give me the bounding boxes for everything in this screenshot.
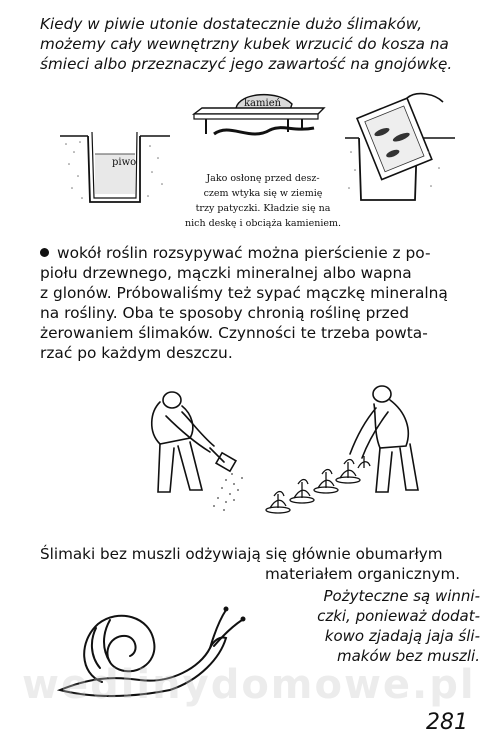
text-line-content: wokół roślin rozsypywać można pierścienie z po- — [57, 244, 431, 262]
text-line: możemy cały wewnętrzny kubek wrzucić do kosza na — [40, 35, 449, 53]
caption-line: nich deskę i obciąża kamieniem. — [184, 218, 342, 229]
text-line: żerowaniem ślimaków. Czynności te trzeba powta- — [40, 324, 428, 342]
caption-line: czem wtyka się w ziemię — [203, 188, 323, 199]
text-line: czki, ponieważ dodat- — [317, 607, 480, 625]
lifted-cup-illustration — [345, 92, 455, 207]
text-line: materiałem organicznym. — [265, 565, 461, 583]
caption-line: Jako osłonę przed desz- — [206, 173, 320, 184]
board-stone-illustration — [190, 86, 330, 146]
text-line: z glonów. Próbowaliśmy też sypać mączkę mineralną — [40, 284, 448, 302]
text-line: na rośliny. Oba te sposoby chronią roślinę przed — [40, 304, 409, 322]
stone-label: kamień — [244, 98, 282, 109]
watermark: wedlinydomowe.pl — [22, 662, 476, 708]
text-line: kowo zjadają jaja śli- — [324, 627, 480, 645]
beer-label: piwo — [112, 157, 137, 168]
paragraph-snail-intro — [40, 544, 480, 584]
paragraph-bullet — [40, 243, 480, 363]
text-line: rzać po każdym deszczu. — [40, 344, 233, 362]
figure-caption — [168, 171, 358, 231]
text-line: Kiedy w piwie utonie dostatecznie dużo ślimaków, — [40, 15, 423, 33]
gardeners-illustration — [130, 382, 420, 527]
caption-line: trzy patyczki. Kładzie się na — [195, 203, 331, 214]
text-line: maków bez muszli. — [336, 647, 480, 665]
text-line: śmieci albo przeznaczyć jego zawartość na gnojówkę. — [40, 55, 453, 73]
text-line: piołu drzewnego, mączki mineralnej albo wapna — [40, 264, 412, 282]
text-line: Pożyteczne są winni- — [323, 587, 480, 605]
bullet-icon — [40, 248, 49, 257]
text-line: Ślimaki bez muszli odżywiają się głównie obumarłym — [40, 545, 443, 563]
text-line — [40, 243, 480, 263]
paragraph-top — [40, 14, 478, 74]
paragraph-snail-useful — [255, 586, 480, 666]
page-number: 281 — [426, 710, 468, 735]
